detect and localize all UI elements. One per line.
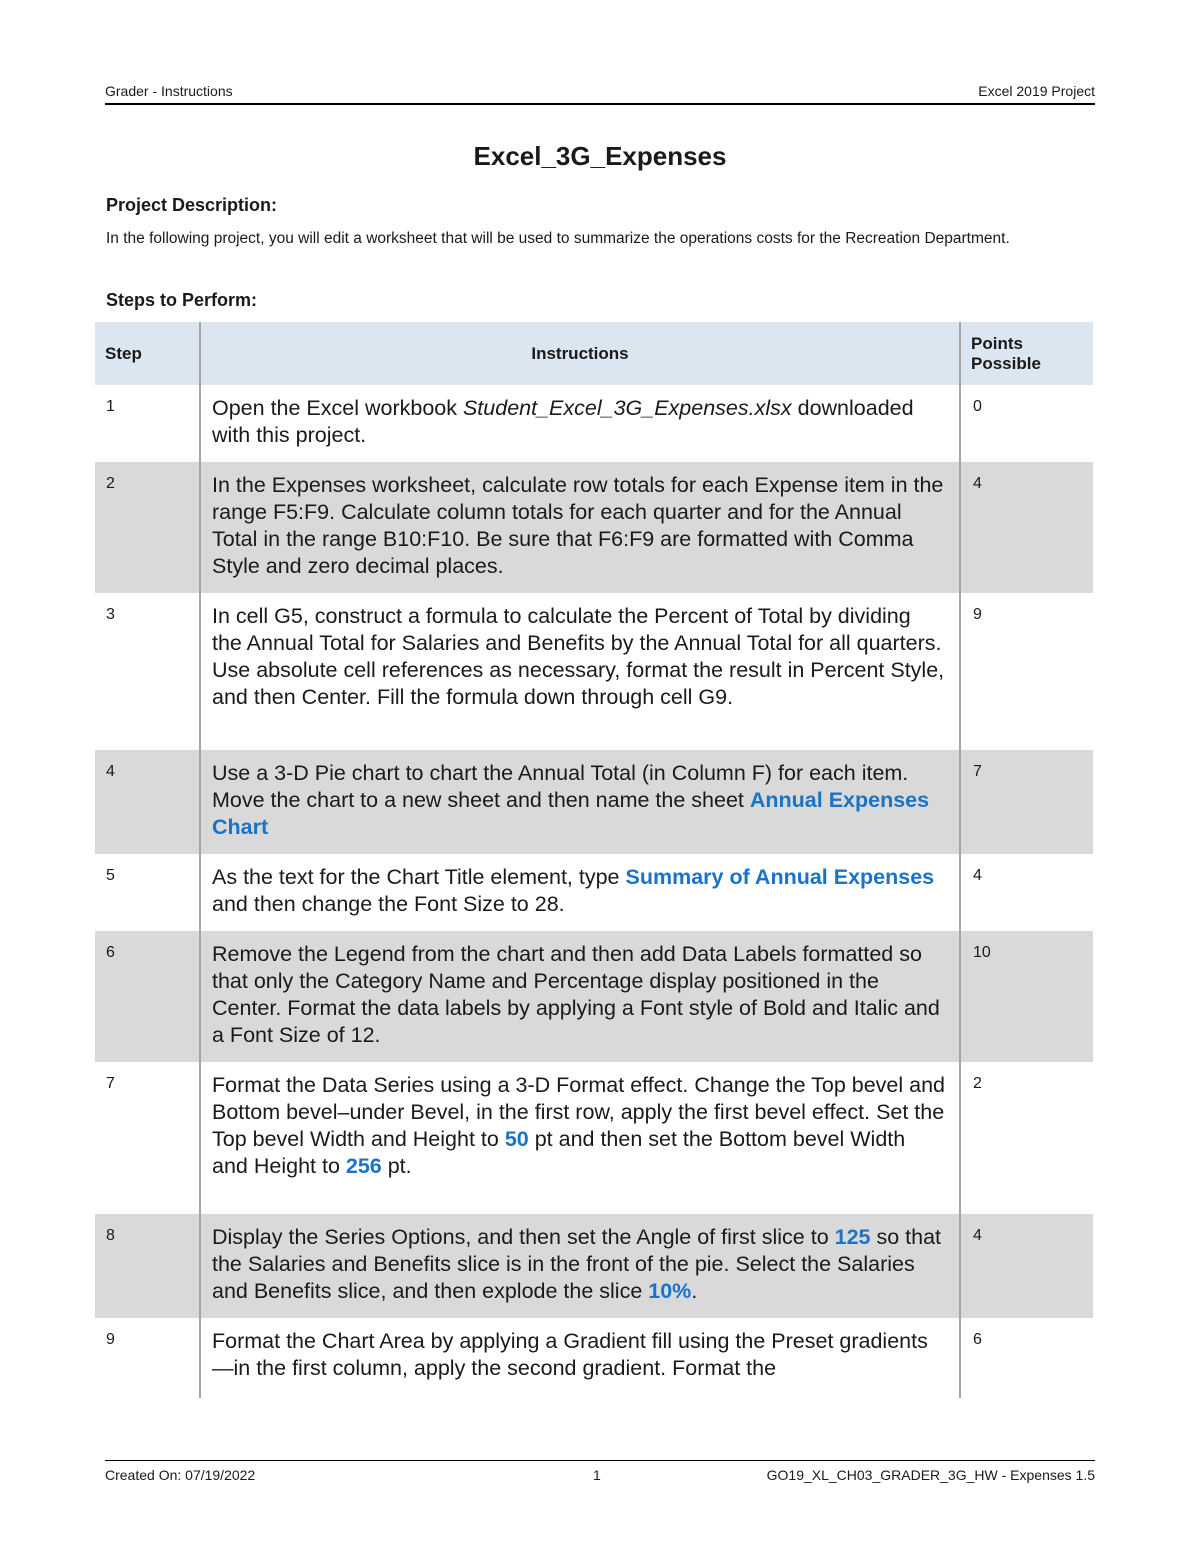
instruction-text: pt. (381, 1154, 412, 1178)
step-instructions (200, 1062, 960, 1214)
table-row (95, 593, 1093, 750)
highlighted-value: 125 (834, 1225, 871, 1249)
steps-table (95, 322, 1093, 1398)
project-description-label: Project Description: (106, 195, 278, 215)
table-row (95, 931, 1093, 1062)
column-header-instructions: Instructions (200, 322, 960, 385)
page-footer (105, 1460, 1095, 1483)
footer-created-on: Created On: 07/19/2022 (105, 1467, 256, 1483)
step-number: 2 (95, 462, 200, 593)
instruction-text: Format the Chart Area by applying a Gradient fill using the Preset gradients—in the first column, apply the second gradient. Format the (212, 1329, 928, 1380)
instruction-text: so that the Salaries and Benefits slice is in the front of the pie. Select the Salaries and Benefits slice, and then explode the slice (212, 1225, 942, 1303)
instruction-text: Open the Excel workbook (212, 396, 463, 420)
step-instructions (200, 593, 960, 750)
step-number: 8 (95, 1214, 200, 1318)
step-number: 9 (106, 1331, 115, 1348)
step-number: 5 (106, 867, 115, 884)
step-number: 6 (95, 931, 200, 1062)
instruction-text: Display the Series Options, and then set the Angle of first slice to (212, 1225, 835, 1249)
step-instructions (200, 854, 960, 931)
instruction-text: . (691, 1279, 698, 1303)
instruction-text: In the Expenses worksheet, calculate row totals for each Expense item in the range F5:F9. Calculate column totals for each quarter and for the Annual Total in the range B10:F10. Be sure that F6:F9 are formatted with Comma Style and zero decimal places. (212, 473, 944, 578)
step-number: 1 (106, 398, 115, 415)
steps-label: Steps to Perform: (106, 290, 258, 310)
footer-doc-id: GO19_XL_CH03_GRADER_3G_HW - Expenses 1.5 (766, 1467, 1095, 1483)
step-points: 0 (960, 385, 1093, 462)
step-instructions (200, 1318, 960, 1398)
step-points: 10 (960, 931, 1093, 1062)
step-points: 7 (960, 750, 1093, 854)
steps-table-body (95, 385, 1093, 1398)
instruction-text: Format the Data Series using a 3-D Format effect. Change the Top bevel and Bottom bevel–under Bevel, in the first row, apply the first bevel effect. Set the Top bevel Width and Height to (212, 1073, 945, 1151)
instruction-text: Student_Excel_3G_Expenses.xlsx (462, 396, 792, 420)
step-points: 4 (960, 854, 1093, 931)
step-points: 6 (960, 1318, 1093, 1398)
column-header-step: Step (95, 322, 200, 385)
table-row (95, 1318, 1093, 1398)
step-instructions (200, 931, 960, 1062)
table-row (95, 1214, 1093, 1318)
step-instructions (200, 1214, 960, 1318)
column-header-points: Points Possible (960, 322, 1093, 385)
step-points: 9 (960, 593, 1093, 750)
step-number: 4 (95, 750, 200, 854)
highlighted-value: 10% (648, 1279, 692, 1303)
header-left-text: Grader - Instructions (105, 83, 233, 99)
step-number: 3 (106, 606, 115, 623)
instruction-text: In cell G5, construct a formula to calculate the Percent of Total by dividing the Annual Total for Salaries and Benefits by the Annual Total for all quarters. Use absolute cell references as necessary, format the result in Percent Style, and then Center. Fill the formula down through cell G9. (212, 604, 945, 709)
table-row (95, 750, 1093, 854)
document-title: Excel_3G_Expenses (473, 141, 727, 171)
table-row (95, 385, 1093, 462)
steps-table-header-row (95, 322, 1093, 385)
footer-page-number: 1 (593, 1467, 601, 1483)
table-row (95, 854, 1093, 931)
instruction-text: Use a 3-D Pie chart to chart the Annual Total (in Column F) for each item. Move the chart to a new sheet and then name the sheet (212, 761, 909, 812)
highlighted-value: Annual Expenses Chart (212, 788, 930, 839)
step-number: 7 (106, 1075, 115, 1092)
highlighted-value: 256 (345, 1154, 382, 1178)
header-right-text: Excel 2019 Project (978, 83, 1095, 99)
table-row (95, 462, 1093, 593)
step-instructions (200, 385, 960, 462)
highlighted-value: 50 (504, 1127, 529, 1151)
project-description-text: In the following project, you will edit a worksheet that will be used to summarize the operations costs for the Recreation Department. (106, 230, 1010, 247)
instruction-text: downloaded with this project. (212, 396, 914, 447)
instruction-text: Remove the Legend from the chart and then add Data Labels formatted so that only the Category Name and Percentage display positioned in the Center. Format the data labels by applying a Font style of Bold and Italic and a Font Size of 12. (212, 942, 940, 1047)
page-header (105, 83, 1095, 105)
highlighted-value: Summary of Annual Expenses (625, 865, 935, 889)
instruction-text: pt and then set the Bottom bevel Width and Height to (212, 1127, 906, 1178)
step-points: 4 (960, 1214, 1093, 1318)
step-points: 4 (960, 462, 1093, 593)
instruction-text: and then change the Font Size to 28. (212, 892, 565, 916)
step-instructions (200, 750, 960, 854)
instruction-text: As the text for the Chart Title element, type (212, 865, 626, 889)
step-points: 2 (960, 1062, 1093, 1214)
step-instructions (200, 462, 960, 593)
table-row (95, 1062, 1093, 1214)
